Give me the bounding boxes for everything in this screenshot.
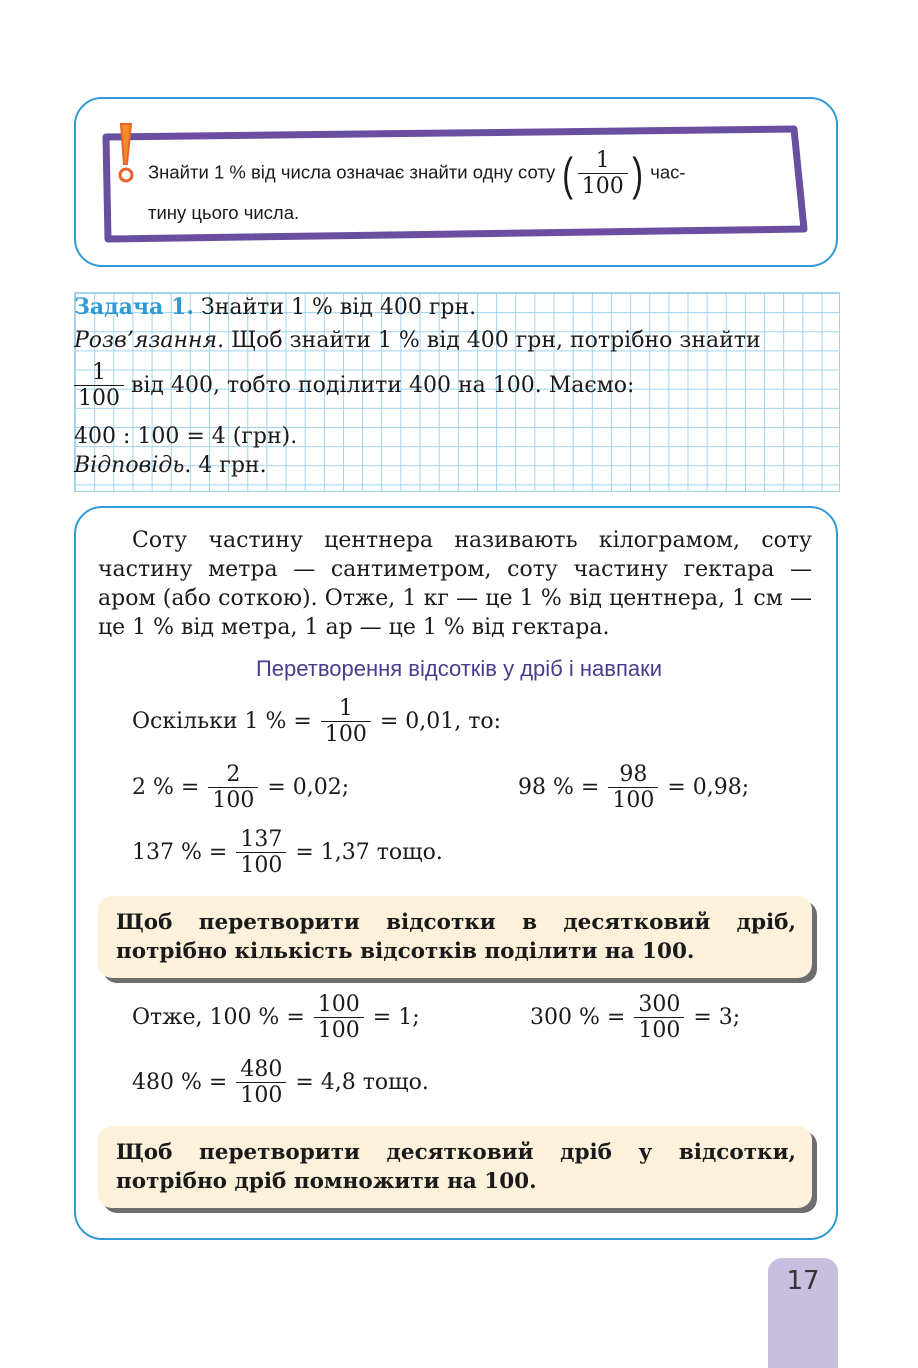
solution-label: Розв’язання xyxy=(74,328,218,353)
note-text-after: час- xyxy=(650,161,686,183)
task-line3 xyxy=(74,360,634,412)
fraction: $\frac{2}{100}$ xyxy=(208,762,258,814)
fraction: $\frac{1}{100}$ xyxy=(321,696,371,748)
answer-label: Відповідь xyxy=(74,453,185,478)
note-text-line2: тину цього числа. xyxy=(148,201,300,223)
fraction: $\frac{100}{100}$ xyxy=(314,992,364,1044)
fraction: $\frac{137}{100}$ xyxy=(236,827,286,879)
fraction: $\frac{300}{100}$ xyxy=(634,992,684,1044)
task-fraction: $\frac{1}{100}$ xyxy=(74,360,124,412)
answer-text: . 4 грн. xyxy=(184,453,267,478)
task-label: Задача 1. xyxy=(74,294,195,320)
left-paren: ( xyxy=(562,147,574,200)
note-text-before: Знайти 1 % від числа означає знайти одну соту xyxy=(148,161,556,183)
task-statement: Знайти 1 % від 400 грн. xyxy=(201,295,477,320)
equation-5: Отже, 100 % = $\frac{100}{100}$ = 1; xyxy=(132,992,420,1044)
equation-4: 137 % = $\frac{137}{100}$ = 1,37 тощо. xyxy=(132,827,443,879)
task-line3-text: від 400, тобто поділити 400 на 100. Маємо: xyxy=(131,372,635,398)
page-number: 17 xyxy=(786,1266,820,1296)
rule-text-1: Щоб перетворити відсотки в десятковий дріб, потрібно кількість відсотків поділити на 100. xyxy=(116,910,796,964)
fraction: $\frac{480}{100}$ xyxy=(236,1057,286,1109)
note-text xyxy=(148,148,798,226)
task-line4: 400 : 100 = 4 (грн). xyxy=(74,424,298,449)
equation-7: 480 % = $\frac{480}{100}$ = 4,8 тощо. xyxy=(132,1057,429,1109)
equation-2: 2 % = $\frac{2}{100}$ = 0,02; xyxy=(132,762,350,814)
solution-text: . Щоб знайти 1 % від 400 грн, потрібно знайти xyxy=(217,328,761,353)
rule-text-2: Щоб перетворити десятковий дріб у відсотки, потрібно дріб помножити на 100. xyxy=(116,1140,796,1194)
task-answer xyxy=(74,453,267,479)
paragraph: Соту частину центнера називають кілограмом, соту частину метра — сантиметром, соту частину гектара — аром (або соткою). Отже, 1 кг — це 1 % від центнера, 1 см — це 1 % від метра, 1 ар — це 1 % від гектара. xyxy=(98,528,812,640)
equation-3: 98 % = $\frac{98}{100}$ = 0,98; xyxy=(518,762,750,814)
exclamation-icon xyxy=(112,120,140,186)
right-paren: ) xyxy=(632,147,643,200)
task-line2 xyxy=(74,328,761,354)
fraction: $\frac{98}{100}$ xyxy=(608,762,658,814)
note-fraction: $\frac{1}{100}$ xyxy=(578,148,628,200)
section-subtitle: Перетворення відсотків у дріб і навпаки xyxy=(255,656,663,681)
equation-1: Оскільки 1 % = $\frac{1}{100}$ = 0,01, то: xyxy=(132,696,502,748)
equation-6: 300 % = $\frac{300}{100}$ = 3; xyxy=(530,992,741,1044)
task-line1 xyxy=(74,294,476,321)
